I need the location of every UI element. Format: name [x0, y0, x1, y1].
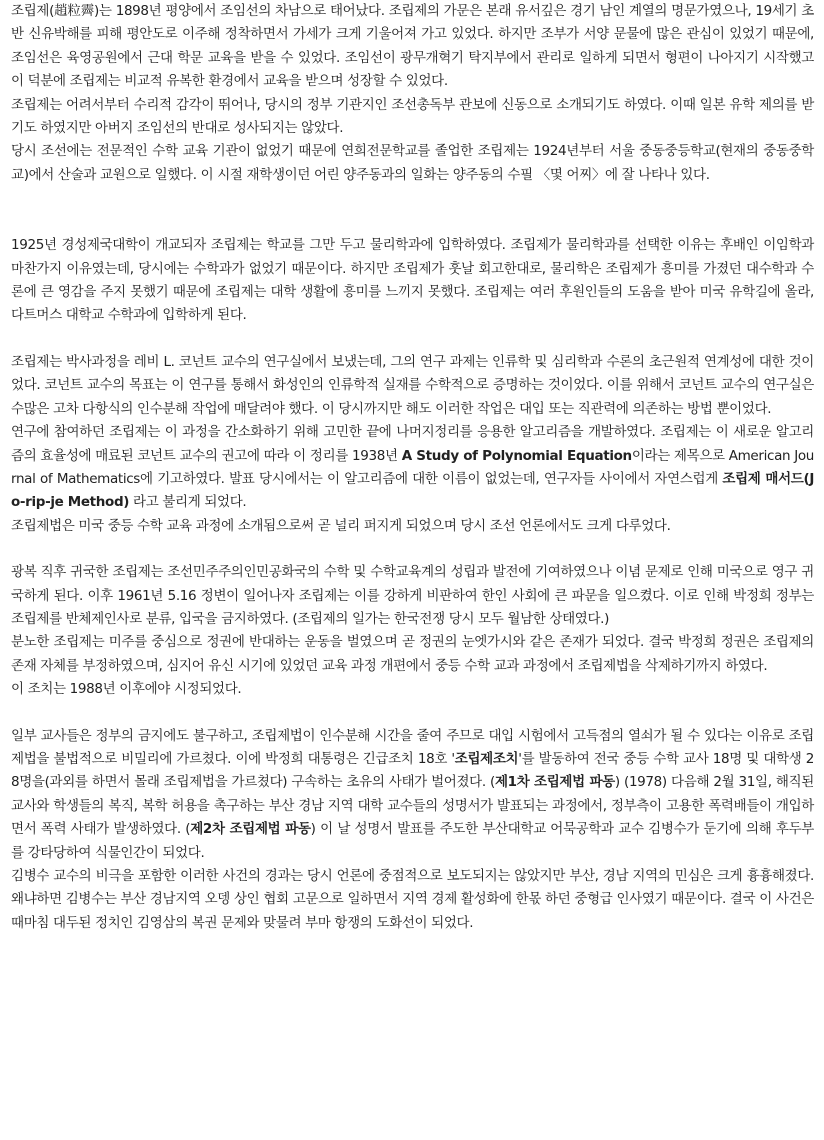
paragraph-text: 조립제는 박사과정을 레비 L. 코넌트 교수의 연구실에서 보냈는데, 그의 연구 과제는 인류학 및 심리학과 수론의 초근원적 연계성에 대한 것이었다. 코넌트 교수의 목표는 이 연구를 통해서 화성인의 인류학적 실재를 수학적으로 증명하는 것이었다. 이를 위해서 코넌트 교수의 연구실은 수많은 고차 다항식의 인수분해 작업에 매달려야 했다. 이 당시까지만 해도 이러한 작업은 대입 또는 직관력에 의존하는 방법 뿐이었다.: [11, 353, 814, 417]
paragraph-spacer: [11, 702, 814, 725]
bold-text: 조립제 매서드(Jo-rip-je Method): [11, 470, 814, 511]
paragraph-text: 이라는 제목으로 American Journal of Mathematics에 기고하였다. 발표 당시에서는 이 알고리즘에 대한 이름이 없었는데, 연구자들 사이에서 자연스럽게: [11, 447, 814, 487]
paragraph-p7: [11, 515, 814, 538]
paragraph-text: 라고 불리게 되었다.: [129, 494, 247, 511]
paragraph-text: 1925년 경성제국대학이 개교되자 조립제는 학교를 그만 두고 물리학과에 입학하였다. 조립제가 물리학과를 선택한 이유는 후배인 이임학과 마찬가지 이유였는데, 당시에는 수학과가 없었기 때문이다. 하지만 조립제가 훗날 회고한대로, 물리학은 조립제가 흥미를 가졌던 대수학과 수론에 큰 영감을 주지 못했기 때문에 조립제는 대학 생활에 흥미를 느끼지 못했다. 조립제는 여러 후원인들의 도움을 받아 미국 유학길에 올라, 다트머스 대학교 수학과에 입학하게 된다.: [11, 237, 814, 324]
paragraph-p1: [11, 0, 814, 94]
paragraph-text: 일부 교사들은 정부의 금지에도 불구하고, 조립제법이 인수분해 시간을 줄여 주므로 대입 시험에서 고득점의 열쇠가 될 수 있다는 이유로 조립제법을 불법적으로 비밀리에 가르쳤다. 이에 박정희 대통령은 긴급조치 18호 ': [11, 727, 814, 767]
paragraph-text: 조립제법은 미국 중등 수학 교육 과정에 소개됨으로써 곧 널리 퍼지게 되었으며 당시 조선 언론에서도 크게 다루었다.: [11, 517, 671, 534]
paragraph-text: '를 발동하여 전국 중등 수학 교사 18명 및 대학생 28명을(과외를 하면서 몰래 조립제법을 가르쳤다) 구속하는 초유의 사태가 벌어졌다. (: [11, 750, 814, 791]
paragraph-text: 분노한 조립제는 미주를 중심으로 정권에 반대하는 운동을 벌였으며 곧 정권의 눈엣가시와 같은 존재가 되었다. 결국 박정희 정권은 조립제의 존재 자체를 부정하였으며, 심지어 유신 시기에 있었던 교육 과정 개편에서 중등 수학 교과 과정에서 조립제법을 삭제하기까지 하였다.: [11, 634, 814, 674]
paragraph-p8: [11, 561, 814, 631]
bold-text: A Study of Polynomial Equation: [401, 447, 632, 464]
paragraph-text: 연구에 참여하던 조립제는 이 과정을 간소화하기 위해 고민한 끝에 나머지정리를 응용한 알고리즘을 개발하였다. 조립제는 이 새로운 알고리즘의 효율성에 매료된 코넌트 교수의 권고에 따라 이 정리를 1938년: [11, 424, 814, 464]
paragraph-p4: [11, 234, 814, 328]
bold-text: 제1차 조립제법 파동: [494, 774, 615, 791]
paragraph-p9: [11, 631, 814, 678]
paragraph-p10: [11, 678, 814, 701]
paragraph-p2: [11, 94, 814, 141]
paragraph-text: 이 조치는 1988년 이후에야 시정되었다.: [11, 681, 242, 698]
paragraph-p11: [11, 725, 814, 865]
paragraph-p3: [11, 140, 814, 187]
paragraph-text: 광복 직후 귀국한 조립제는 조선민주주의인민공화국의 수학 및 수학교육계의 성립과 발전에 기여하였으나 이념 문제로 인해 미국으로 영구 귀국하게 된다. 이후 1961년 5.16 정변이 일어나자 조립제는 이를 강하게 비판하여 한인 사회에 큰 파문을 일으켰다. 이로 인해 박정희 정부는 조립제를 반체제인사로 분류, 입국을 금지하였다. (조립제의 일가는 한국전쟁 당시 모두 월남한 상태였다.): [11, 564, 814, 627]
paragraph-p5: [11, 351, 814, 421]
paragraph-spacer: [11, 328, 814, 351]
paragraph-text: ) 이 날 성명서 발표를 주도한 부산대학교 어묵공학과 교수 김병수가 둔기에 의해 후두부를 강타당하여 식물인간이 되었다.: [11, 821, 814, 861]
paragraph-spacer: [11, 538, 814, 561]
paragraph-text: ) (1978) 다음해 2월 31일, 해직된 교사와 학생들의 복직, 복학 허용을 촉구하는 부산 경남 지역 대학 교수들의 성명서가 발표되는 과정에서, 정부측이 고용한 폭력배들이 개입하면서 폭력 사태가 발생하였다. (: [11, 774, 814, 838]
bold-text: 조립제조치: [454, 750, 519, 767]
paragraph-p12: [11, 865, 814, 935]
paragraph-p6: [11, 421, 814, 515]
paragraph-text: 당시 조선에는 전문적인 수학 교육 기관이 없었기 때문에 연희전문학교를 졸업한 조립제는 1924년부터 서울 중동중등학교(현재의 중동중학교)에서 산술과 교원으로 일했다. 이 시절 재학생이던 어린 양주동과의 일화는 양주동의 수필 〈몇 어찌〉에 잘 나타나 있다.: [11, 143, 814, 183]
bold-text: 제2차 조립제법 파동: [190, 821, 311, 838]
paragraph-text: 조립제는 어려서부터 수리적 감각이 뛰어나, 당시의 정부 기관지인 조선총독부 관보에 신동으로 소개되기도 하였다. 이때 일본 유학 제의를 받기도 하였지만 아버지 조임선의 반대로 성사되지는 않았다.: [11, 96, 814, 137]
paragraph-text: 조립제(趙粒霽)는 1898년 평양에서 조임선의 차남으로 태어났다. 조립제의 가문은 본래 유서깊은 경기 남인 계열의 명문가였으나, 19세기 초반 신유박해를 피해 평안도로 이주해 정착하면서 가세가 크게 기울어져 가고 있었다. 하지만 조부가 서양 문물에 많은 관심이 있었기 때문에, 조임선은 육영공원에서 근대 학문 교육을 받을 수 있었다. 조임선이 광무개혁기 탁지부에서 관리로 일하게 되면서 형편이 나아지기 시작했고 이 덕분에 조립제는 비교적 유복한 환경에서 교육을 받으며 성장할 수 있었다.: [11, 3, 814, 90]
paragraph-text: 김병수 교수의 비극을 포함한 이러한 사건의 경과는 당시 언론에 중점적으로 보도되지는 않았지만 부산, 경남 지역의 민심은 크게 흉흉해졌다. 왜냐하면 김병수는 부산 경남지역 오뎅 상인 협회 고문으로 일하면서 지역 경제 활성화에 한몫 하던 중형급 인사였기 때문이다. 결국 이 사건은 때마침 대두된 정치인 김영삼의 복권 문제와 맞물려 부마 항쟁의 도화선이 되었다.: [11, 868, 814, 931]
paragraph-spacer: [11, 187, 814, 234]
